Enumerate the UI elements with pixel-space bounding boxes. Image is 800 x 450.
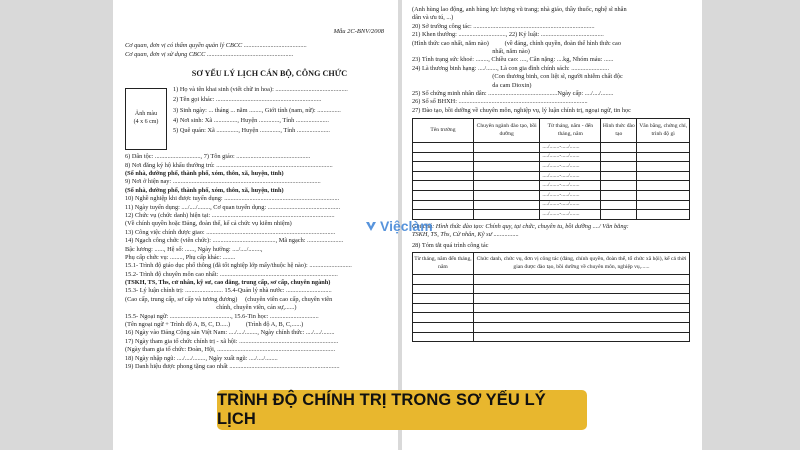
photo-label: Ảnh màu (134, 111, 158, 118)
form-hint-line: da cam Dioxin) (412, 81, 532, 89)
form-hint-line: (Ngày tham gia tổ chức: Đoàn, Hội, ........................................................................... (125, 346, 336, 354)
form-field-line: 9) Nơi ở hiện nay: .............................................................................................. (125, 178, 321, 186)
table-row (413, 275, 690, 285)
form-field-line: 14) Ngạch công chức (viên chức): ........................................, Mã ngạch: ....................... (125, 237, 344, 245)
table-cell (473, 143, 539, 153)
table-cell (637, 162, 690, 172)
table-cell (413, 181, 474, 191)
table-cell (637, 200, 690, 210)
table-row (413, 294, 690, 304)
form-field-line: (Anh hùng lao động, anh hùng lực lượng vũ trang; nhà giáo, thầy thuốc, nghệ sĩ nhân (412, 6, 627, 13)
table-header-cell: Hình thức đào tạo (601, 119, 637, 143)
table-row (413, 303, 690, 313)
form-field-line: 5) Quê quán: Xã .............., Huyện ............., Tỉnh ..................... (173, 126, 330, 134)
table-cell (413, 313, 474, 323)
table-header-cell: Từ tháng, năm - đến tháng, năm (540, 119, 601, 143)
note-line: Ghi chú: Hình thức đào tạo: Chính quy, tại chức, chuyên tu, bồi dưỡng ..../ Văn bằng: (412, 222, 629, 230)
table-cell (473, 152, 539, 162)
table-cell (601, 191, 637, 201)
table-cell (473, 275, 689, 285)
photo-section (125, 86, 384, 150)
table-cell (601, 162, 637, 172)
table-cell: ..../.......-...../....... (540, 171, 601, 181)
personal-info-fields (173, 86, 384, 150)
form-hint-line: (Con thương binh, con liệt sĩ, người nhiễm chất độc (412, 73, 623, 81)
table-cell (413, 322, 474, 332)
table-row (413, 181, 690, 191)
form-field-line: 15.3- Lý luận chính trị: ........................ 15.4-Quản lý nhà nước: ............................. (125, 287, 332, 295)
table-cell (413, 143, 474, 153)
table-row (413, 284, 690, 294)
table-cell: ..../.......-...../....... (540, 143, 601, 153)
form-field-line: 19) Danh hiệu được phong tặng cao nhất ...................................................................... (125, 362, 340, 370)
table-cell (473, 181, 539, 191)
form-hint-line: (Số nhà, đường phố, thành phố, xóm, thôn, xã, huyện, tỉnh) (125, 170, 284, 177)
table-cell (601, 181, 637, 191)
table-cell (413, 191, 474, 201)
table-row (413, 152, 690, 162)
table-header-row (413, 119, 690, 143)
form-hint-line: (Tên ngoại ngữ + Trình độ A, B, C, D.....) (Trình độ A, B, C,......) (125, 321, 304, 329)
form-body (125, 153, 384, 371)
form-field-line: 24) Là thương binh hạng: ..../......., Là con gia đình chính sách: ........................ (412, 64, 610, 72)
table-cell (413, 162, 474, 172)
table-cell (473, 303, 689, 313)
table-cell (601, 200, 637, 210)
right-document-page (402, 0, 702, 450)
form-field-line: 20) Sở trường công tác: ............................................................................. (412, 22, 595, 30)
table-cell (601, 152, 637, 162)
title-banner (217, 390, 587, 430)
section-heading: 28) Tóm tắt quá trình công tác (412, 241, 489, 249)
form-field-line: dân và ưu tú, ...) (412, 14, 454, 22)
table-cell (473, 332, 689, 342)
photo-placeholder (125, 88, 167, 150)
table-cell (413, 200, 474, 210)
table-cell (473, 284, 689, 294)
table-row (413, 171, 690, 181)
form-field-line: Phụ cấp chức vụ: ........, Phụ cấp khác: ........ (125, 253, 236, 261)
form-hint-line: chính, chuyên viên, cán sự,......) (125, 304, 297, 312)
table-cell (413, 332, 474, 342)
form-field-line: 26) Số sổ BHXH: .................................................................................. (412, 98, 588, 106)
form-field-line: 12) Chức vụ (chức danh) hiện tại: .............................................................................. (125, 211, 335, 219)
form-field-line: 11) Ngày tuyển dụng: ..../..../........, Cơ quan tuyển dụng: .............................................. (125, 203, 341, 211)
watermark-text: Việclàm (380, 218, 433, 234)
form-field-line: 15.1- Trình độ giáo dục phổ thông (đã tốt nghiệp lớp mấy/thuộc hệ nào): ........................... (125, 262, 352, 270)
table-row (413, 210, 690, 220)
form-number: Mẫu 2C-BNV/2008 (333, 28, 384, 35)
form-field-line: 6) Dân tộc: ............................., 7) Tôn giáo: ............................................... (125, 153, 311, 161)
table-cell (601, 171, 637, 181)
table-cell (601, 143, 637, 153)
table-header-cell: Chức danh, chức vụ, đơn vị công tác (đảng, chính quyền, đoàn thể, tổ chức xã hội), kể cả thời gian được đào tạo, bồi dưỡng về chuyên môn, nghiệp vụ,...... (473, 253, 689, 275)
form-field-line: 16) Ngày vào Đảng Cộng sản Việt Nam: ..../..../........, Ngày chính thức: ..../..../........ (125, 329, 335, 337)
table-row (413, 191, 690, 201)
form-field-line: Bậc lương: ......, Hệ số: ......, Ngày hưởng: ..../..../........, (125, 245, 263, 253)
form-field-line: 1) Họ và tên khai sinh (viết chữ in hoa): .............................................. (173, 86, 348, 94)
form-field-line: 21) Khen thưởng: .............................., 22) Kỷ luật: ........................................ (412, 31, 604, 39)
table-header-row (413, 253, 690, 275)
vieclam-logo-icon (365, 220, 377, 232)
left-document-page (113, 0, 398, 450)
form-field-line: 15.5- Ngoại ngữ: ......................................., 15.6-Tin học: ............................... (125, 312, 319, 320)
work-history-table (412, 252, 690, 342)
table-header-cell: Từ tháng, năm đến tháng, năm (413, 253, 474, 275)
table-header-cell: Văn bằng, chứng chỉ, trình độ gì (637, 119, 690, 143)
table-cell (637, 171, 690, 181)
table-row (413, 200, 690, 210)
table-cell (413, 171, 474, 181)
work-history-table-body (413, 275, 690, 342)
agency-line: Cơ quan, đơn vị có thẩm quyền quản lý CBCC ........................................ (125, 42, 307, 50)
vieclam-watermark (365, 218, 433, 234)
table-cell (473, 322, 689, 332)
table-cell (473, 162, 539, 172)
training-table-body (413, 143, 690, 220)
table-row (413, 332, 690, 342)
form-field-line: 15.2- Trình độ chuyên môn cao nhất: ........................................................................... (125, 270, 338, 278)
form-field-line: 10) Nghề nghiệp khi được tuyển dụng: ......................................................................... (125, 195, 340, 203)
table-cell (473, 200, 539, 210)
form-field-line: 23) Tình trạng sức khoẻ: ........, Chiều cao: ...., Cân nặng: ....kg, Nhóm máu: ...... (412, 56, 614, 64)
table-cell (473, 171, 539, 181)
form-field-line: 4) Nơi sinh: Xã ..............., Huyện ............., Tỉnh ..................... (173, 116, 329, 124)
form-field-line: 13) Công việc chính được giao: .................................................................................. (125, 228, 336, 236)
form-hint-line: (Về chính quyền hoặc Đảng, đoàn thể, kể cả chức vụ kiêm nhiệm) (125, 220, 292, 228)
form-field-line: 2) Tên gọi khác: ................................................................... (173, 96, 322, 104)
table-cell: ..../.......-...../....... (540, 200, 601, 210)
note-line: TSKH, TS, Ths, Cử nhân, Kỹ sư ................ (412, 231, 519, 239)
form-field-line: 8) Nơi đăng ký hộ khẩu thường trú: .......................................................................... (125, 161, 333, 169)
table-cell (637, 143, 690, 153)
photo-size-label: (4 x 6 cm) (133, 119, 159, 126)
form-hint-line: (Số nhà, đường phố, thành phố, xóm, thôn, xã, huyện, tỉnh) (125, 186, 284, 194)
banner-text: TRÌNH ĐỘ CHÍNH TRỊ TRONG SƠ YẾU LÝ LỊCH (217, 391, 546, 428)
table-cell (413, 294, 474, 304)
table-cell: ..../.......-...../....... (540, 210, 601, 220)
form-hint-line: (Cao cấp, trung cấp, sơ cấp và tương đương) (chuyên viên cao cấp, chuyên viên (125, 295, 333, 303)
table-cell (413, 303, 474, 313)
table-note (412, 223, 690, 240)
table-row (413, 162, 690, 172)
document-title: SƠ YẾU LÝ LỊCH CÁN BỘ, CÔNG CHỨC (191, 69, 348, 79)
table-cell (601, 210, 637, 220)
table-header-cell: Tên trường (413, 119, 474, 143)
form-hint-line: nhất, năm nào) (412, 47, 530, 55)
table-header-cell: Chuyên ngành đào tạo, bồi dưỡng (473, 119, 539, 143)
table-cell (637, 152, 690, 162)
table-cell (473, 294, 689, 304)
table-cell (413, 152, 474, 162)
table-cell: ..../.......-...../....... (540, 191, 601, 201)
table-cell (637, 191, 690, 201)
form-hint-line: (TSKH, TS, Ths, cử nhân, kỹ sư, cao đẳng, trung cấp, sơ cấp, chuyên ngành) (125, 279, 331, 287)
table-cell (473, 191, 539, 201)
table-cell: ..../.......-...../....... (540, 162, 601, 172)
training-table (412, 118, 690, 220)
table-row (413, 143, 690, 153)
form-field-line: 25) Số chứng minh nhân dân: ............................................Ngày cấp: ..../..../........ (412, 89, 614, 97)
table-row (413, 322, 690, 332)
form-hint-line: (Hình thức cao nhất, năm nào) (về đảng, chính quyền, đoàn thể hình thức cao (412, 39, 621, 47)
table-cell (413, 275, 474, 285)
form-field-line: 27) Đào tạo, bồi dưỡng về chuyên môn, nghiệp vụ, lý luận chính trị, ngoại ngữ, tin học (412, 106, 631, 114)
table-cell (473, 313, 689, 323)
table-cell (413, 284, 474, 294)
form-field-line: 18) Ngày nhập ngũ: ..../..../........, Ngày xuất ngũ: ..../..../........ (125, 354, 278, 362)
table-cell: ..../.......-...../....... (540, 181, 601, 191)
form-field-line: 17) Ngày tham gia tổ chức chính trị - xã hội: ............................................................... (125, 337, 339, 345)
table-row (413, 313, 690, 323)
agency-line: Cơ quan, đơn vị sử dụng CBCC ....................................................... (125, 50, 294, 58)
table-cell (637, 210, 690, 220)
table-cell: ..../.......-...../....... (540, 152, 601, 162)
form-field-line: 3) Sinh ngày: ... tháng ... năm ........, Giới tính (nam, nữ): ............... (173, 106, 341, 114)
table-cell (473, 210, 539, 220)
table-cell (637, 181, 690, 191)
